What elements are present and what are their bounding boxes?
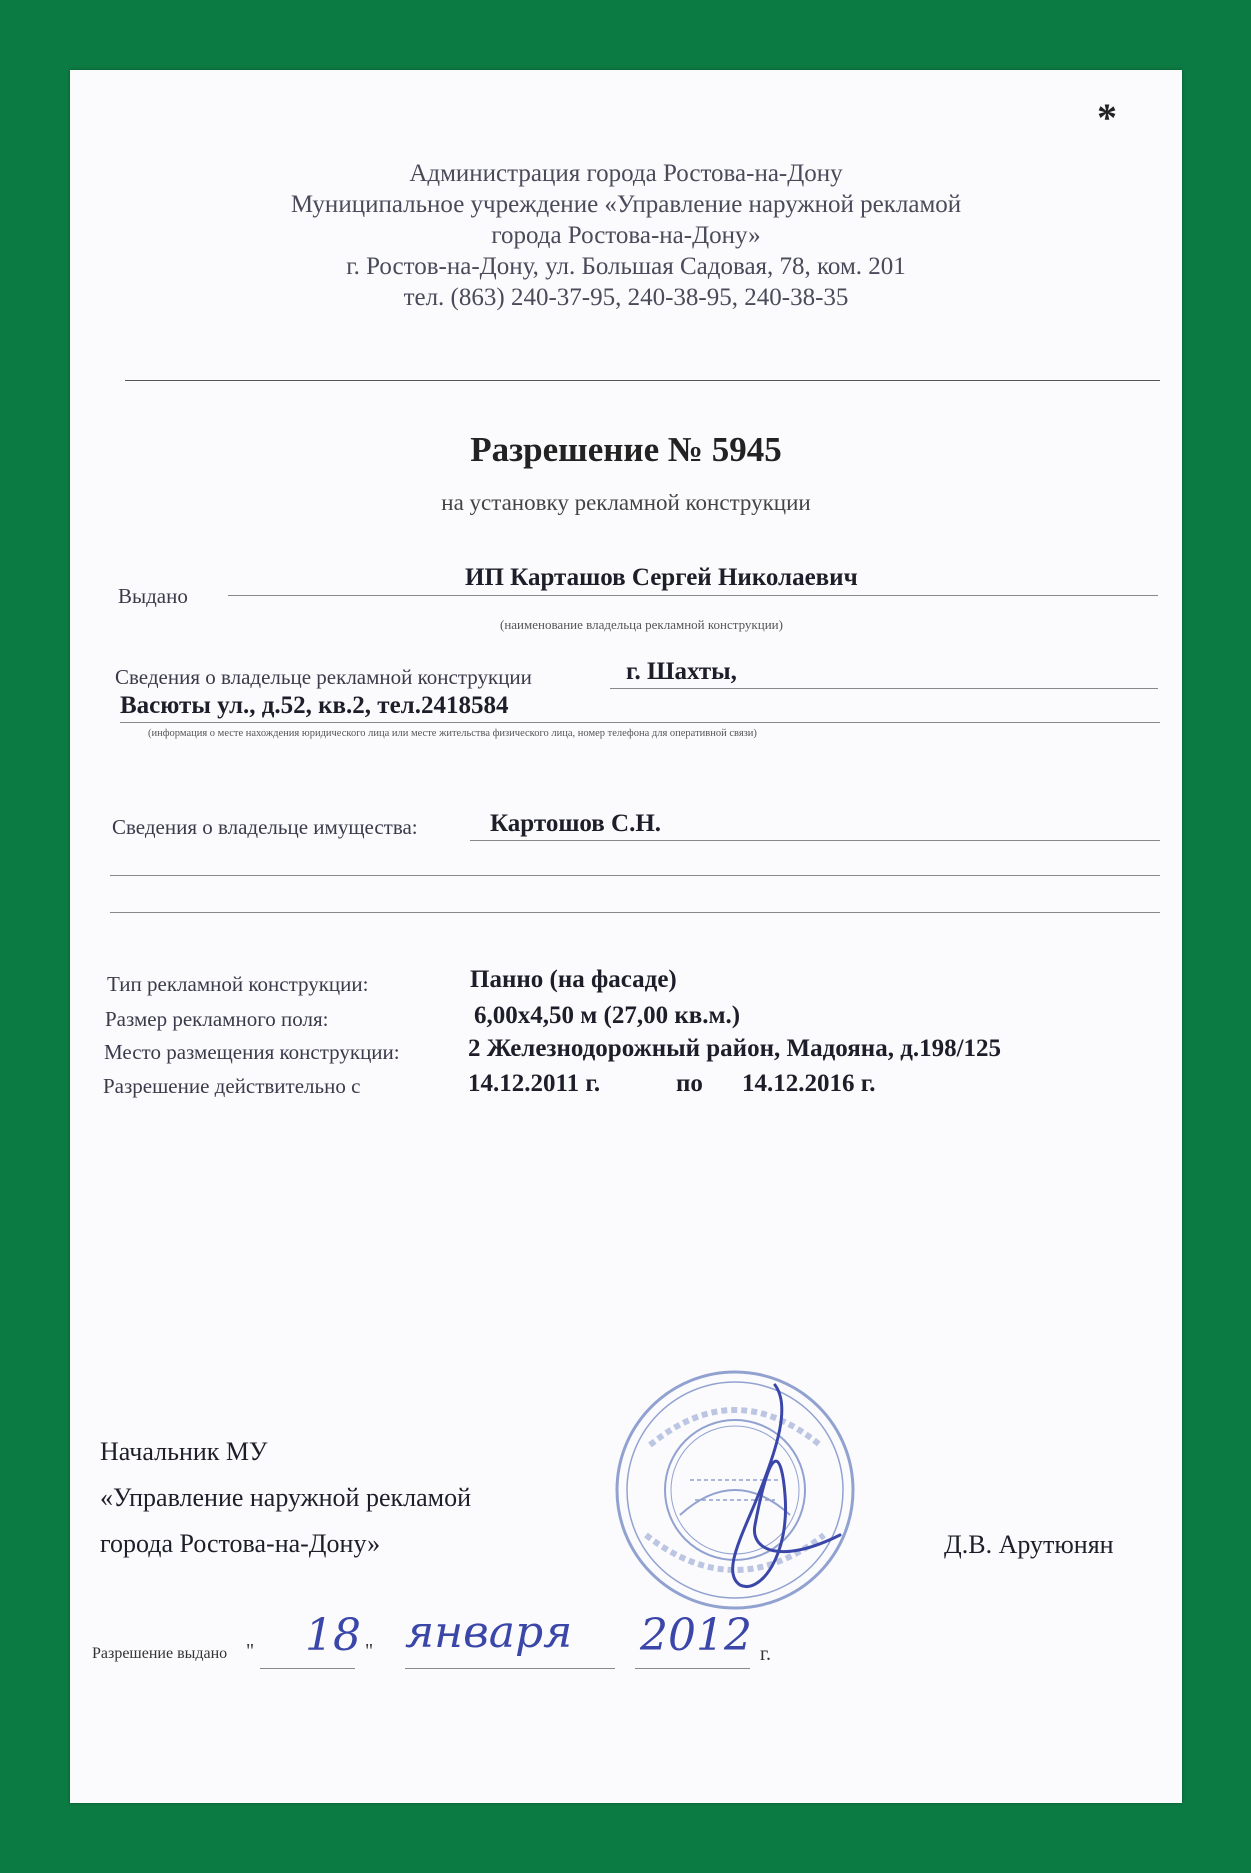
type-label: Тип рекламной конструкции:	[107, 972, 369, 996]
issued-year: 2012	[640, 1610, 752, 1661]
owner-info-value-1: г. Шахты,	[626, 658, 737, 685]
size-label: Размер рекламного поля:	[105, 1007, 329, 1031]
valid-to: 14.12.2016 г.	[742, 1070, 876, 1097]
issued-quote-open: "	[246, 1640, 255, 1662]
issued-month-line	[405, 1668, 615, 1669]
star-mark: *	[1097, 95, 1117, 140]
header-address: г. Ростов-на-Дону, ул. Большая Садовая, 78, ком. 201	[346, 253, 906, 280]
issued-to-value: ИП Карташов Сергей Николаевич	[465, 564, 858, 591]
size-value: 6,00х4,50 м (27,00 кв.м.)	[474, 1002, 741, 1029]
issued-to-note: (наименование владельца рекламной конструкции)	[500, 617, 783, 632]
valid-from: 14.12.2011 г.	[468, 1070, 601, 1097]
valid-label: Разрешение действительно с	[103, 1074, 361, 1098]
valid-by: по	[676, 1070, 703, 1097]
type-value: Панно (на фасаде)	[470, 966, 677, 993]
property-owner-label: Сведения о владельце имущества:	[112, 815, 418, 839]
header-line-2: Муниципальное учреждение «Управление наружной рекламой	[290, 191, 962, 218]
signature-scribble	[680, 1375, 850, 1605]
header-line-3: города Ростова-на-Дону»	[491, 222, 761, 249]
property-owner-line-3	[110, 912, 1160, 913]
permit-subtitle: на установку рекламной конструкции	[441, 490, 811, 515]
issued-quote-close: "	[365, 1640, 374, 1662]
place-label: Место размещения конструкции:	[104, 1040, 400, 1064]
signatory-title-1: Начальник МУ	[100, 1437, 268, 1466]
issued-month: января	[405, 1607, 573, 1658]
issued-to-line	[228, 595, 1158, 596]
permit-title: Разрешение № 5945	[470, 430, 782, 469]
owner-info-label: Сведения о владельце рекламной конструкции	[115, 665, 532, 689]
header-phone: тел. (863) 240-37-95, 240-38-95, 240-38-35	[403, 284, 849, 311]
place-value: 2 Железнодорожный район, Мадояна, д.198/125	[468, 1035, 1002, 1062]
header-line-1: Администрация города Ростова-на-Дону	[409, 160, 843, 187]
property-owner-line-1	[470, 840, 1160, 841]
property-owner-line-2	[110, 875, 1160, 876]
owner-info-note: (информация о месте нахождения юридического лица или месте жительства физического лица, номер телефона для оперативной связи)	[148, 728, 757, 739]
issued-year-line	[635, 1668, 750, 1669]
header-divider	[125, 380, 1160, 381]
owner-info-value-2: Васюты ул., д.52, кв.2, тел.2418584	[120, 692, 509, 719]
signatory-name: Д.В. Арутюнян	[944, 1530, 1114, 1559]
issued-label: Разрешение выдано	[92, 1645, 228, 1662]
issued-day-line	[260, 1668, 355, 1669]
owner-info-line-2	[120, 722, 1160, 723]
owner-info-line-1	[610, 688, 1158, 689]
issued-suffix: г.	[760, 1643, 771, 1665]
signatory-title-3: города Ростова-на-Дону»	[100, 1529, 381, 1558]
issued-to-label: Выдано	[118, 584, 188, 608]
issued-day: 18	[305, 1610, 361, 1661]
permit-document	[70, 70, 1182, 1803]
signatory-title-2: «Управление наружной рекламой	[100, 1483, 472, 1512]
property-owner-value: Картошов С.Н.	[490, 810, 662, 837]
